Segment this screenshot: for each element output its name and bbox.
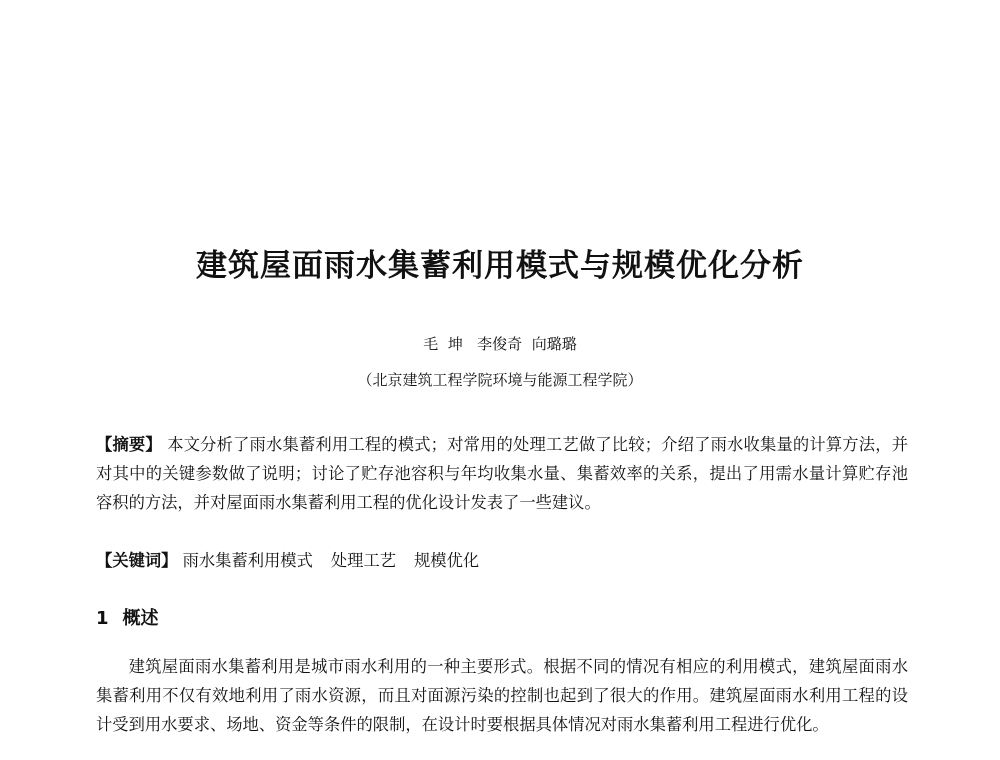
author-list	[0, 334, 1000, 354]
abstract-block	[96, 430, 908, 517]
body-paragraph: 建筑屋面雨水集蓄利用是城市雨水利用的一种主要形式。根据不同的情况有相应的利用模式，建筑屋面雨水集蓄利用不仅有效地利用了雨水资源，而且对面源污染的控制也起到了很大的作用。建筑屋面雨水利用工程的设计受到用水要求、场地、资金等条件的限制，在设计时要根据具体情况对雨水集蓄利用工程进行优化。	[96, 657, 908, 734]
author-name: 李俊奇	[477, 335, 523, 353]
keyword-item: 雨水集蓄利用模式	[182, 551, 313, 570]
author-name: 毛 坤	[423, 335, 463, 353]
abstract-label: 【摘要】	[96, 435, 162, 454]
keywords-block	[96, 546, 908, 575]
paper-title: 建筑屋面雨水集蓄利用模式与规模优化分析	[196, 248, 804, 284]
section-title: 概述	[122, 608, 159, 629]
author-name: 向璐璐	[531, 335, 577, 353]
keywords-label: 【关键词】	[96, 551, 178, 570]
keyword-item: 规模优化	[414, 551, 480, 570]
keyword-item: 处理工艺	[330, 551, 397, 570]
section-heading	[96, 604, 159, 634]
abstract-text: 本文分析了雨水集蓄利用工程的模式；对常用的处理工艺做了比较；介绍了雨水收集量的计算方法，并对其中的关键参数做了说明；讨论了贮存池容积与年均收集水量、集蓄效率的关系，提出了用需水量计算贮存池容积的方法，并对屋面雨水集蓄利用工程的优化设计发表了一些建议。	[96, 435, 908, 512]
section-number: 1	[96, 608, 109, 629]
author-affiliation: （北京建筑工程学院环境与能源工程学院）	[357, 371, 643, 389]
